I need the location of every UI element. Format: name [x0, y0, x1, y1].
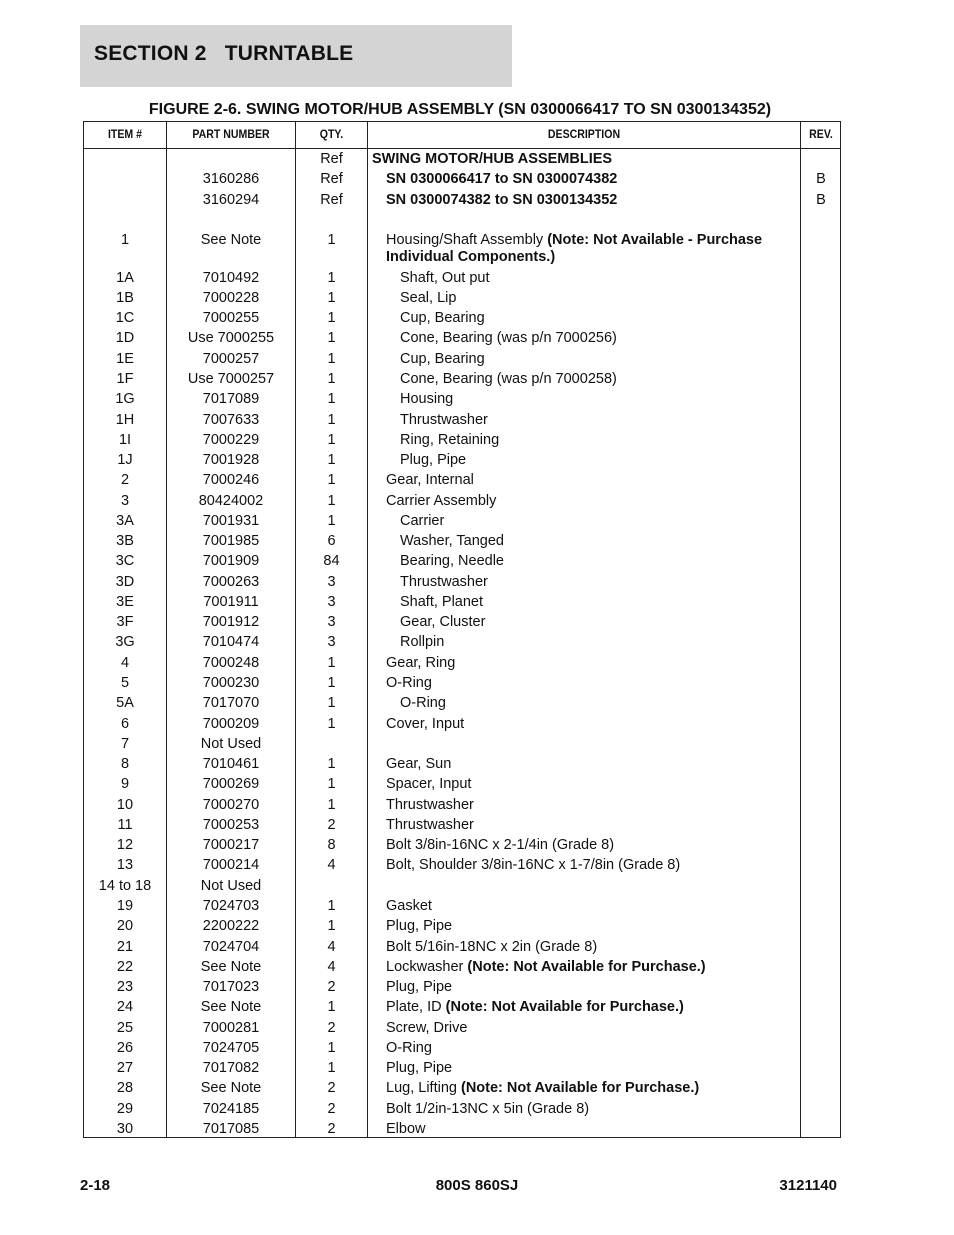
footer-manual-number: 3121140 [779, 1177, 837, 1194]
part-number: See Note [200, 999, 262, 1016]
item-number: 28 [116, 1080, 134, 1097]
description [386, 232, 816, 266]
part-number: 7024185 [202, 1100, 260, 1117]
quantity: 1 [327, 472, 336, 489]
description [400, 432, 830, 449]
description [386, 939, 816, 956]
part-number: 7017085 [202, 1120, 260, 1137]
header-item: ITEM # [107, 127, 143, 141]
part-number: 7017089 [202, 391, 260, 408]
description [400, 634, 830, 651]
quantity: 1 [327, 370, 336, 387]
quantity: 2 [327, 816, 336, 833]
item-number: 1 [120, 232, 130, 249]
header-qty: QTY. [319, 127, 344, 141]
item-number: 1F [116, 370, 134, 387]
column-divider [367, 122, 368, 1137]
description [386, 192, 816, 209]
quantity: 2 [327, 1019, 336, 1036]
description [386, 756, 816, 773]
item-number: 3 [120, 492, 130, 509]
quantity: 2 [327, 1120, 336, 1137]
item-number: 5A [116, 695, 134, 712]
description [400, 391, 830, 408]
part-number: 3160294 [202, 191, 260, 208]
description [400, 412, 830, 429]
description-text: Gear, Internal [386, 472, 474, 489]
description-text: Carrier Assembly [386, 492, 497, 509]
quantity: 1 [327, 431, 336, 448]
description-note: (Note: Not Available for Purchase.) [460, 1080, 700, 1097]
description [386, 857, 816, 874]
quantity: 1 [327, 330, 336, 347]
item-number: 5 [120, 675, 130, 691]
description-text: O-Ring [400, 695, 446, 712]
parts-table [83, 121, 841, 1138]
part-number: Use 7000255 [187, 330, 275, 347]
item-number: 3G [115, 634, 135, 651]
quantity: 1 [327, 512, 336, 529]
description-text: Lockwasher [386, 958, 468, 975]
quantity: 1 [327, 918, 336, 935]
description-text: Thrustwasher [386, 816, 474, 833]
description [386, 655, 816, 672]
quantity: 1 [327, 452, 336, 469]
quantity: 2 [327, 979, 336, 996]
quantity: 1 [327, 492, 336, 509]
quantity: 3 [327, 614, 336, 631]
description-text: Plug, Pipe [386, 918, 453, 935]
part-number: 7000248 [202, 654, 260, 671]
header-description: DESCRIPTION [547, 127, 621, 141]
description-text: Gasket [386, 897, 432, 914]
description [386, 1080, 816, 1097]
part-number: 7000214 [202, 857, 260, 874]
item-number: 9 [120, 776, 130, 793]
item-number: 11 [117, 816, 133, 833]
description-text: Bolt 1/2in-13NC x 5in (Grade 8) [386, 1100, 590, 1117]
description [386, 472, 816, 489]
description-note: (Note: Not Available - Purchase [547, 232, 763, 249]
description [386, 675, 816, 692]
description [386, 1101, 816, 1118]
description [386, 898, 816, 915]
description [400, 594, 830, 611]
item-number: 1H [115, 411, 135, 428]
item-number: 23 [116, 979, 134, 996]
part-number: 7000257 [202, 350, 260, 367]
description-text: Spacer, Input [386, 776, 472, 793]
part-number: 7017070 [202, 695, 260, 712]
item-number: 1A [116, 269, 134, 286]
quantity: 4 [327, 958, 336, 975]
section-title: SECTION 2 TURNTABLE [94, 42, 354, 65]
description-text: Screw, Drive [386, 1019, 468, 1036]
item-number: 1J [117, 452, 133, 469]
description [386, 797, 816, 814]
item-number: 29 [116, 1100, 134, 1117]
description-text: Gear, Cluster [400, 614, 486, 631]
part-number: 2200222 [202, 918, 260, 935]
item-number: 20 [116, 918, 134, 935]
description [400, 533, 830, 550]
description [400, 513, 830, 530]
description-text: Ring, Retaining [400, 431, 500, 448]
quantity: 1 [327, 269, 336, 286]
description-text: Rollpin [400, 634, 445, 651]
description [400, 330, 830, 347]
quantity: 1 [327, 350, 336, 367]
item-number: 30 [116, 1120, 134, 1137]
part-number: 7000263 [202, 573, 260, 590]
quantity: 1 [327, 756, 336, 773]
part-number: 7000281 [202, 1019, 260, 1036]
description-text: Bearing, Needle [400, 553, 504, 570]
description [400, 270, 830, 287]
description-text: Cup, Bearing [400, 310, 485, 327]
part-number: 7000229 [202, 431, 260, 448]
part-number: 7007633 [202, 411, 260, 428]
item-number: 3E [116, 593, 134, 610]
description [372, 151, 802, 168]
part-number: 7000269 [202, 776, 260, 793]
part-number: Not Used [200, 735, 262, 752]
item-number: 24 [116, 999, 134, 1016]
description-text: Gear, Sun [386, 756, 452, 773]
description [400, 351, 830, 368]
quantity: 1 [327, 675, 336, 691]
description [400, 452, 830, 469]
part-number: Use 7000257 [187, 370, 275, 387]
quantity: 1 [327, 897, 336, 914]
item-number: 2 [120, 472, 130, 489]
description [400, 310, 830, 327]
description-text: SN 0300066417 to SN 0300074382 [386, 171, 618, 188]
description [386, 493, 816, 510]
part-number: 7001928 [202, 452, 260, 469]
description [386, 959, 816, 976]
description-text: Washer, Tanged [400, 533, 504, 550]
description-text: Cone, Bearing (was p/n 7000258) [400, 370, 617, 387]
description-note-continued: Individual Components.) [386, 249, 556, 266]
item-number: 14 to 18 [98, 877, 152, 894]
description-text: Plug, Pipe [386, 979, 453, 996]
part-number: 7000255 [202, 310, 260, 327]
part-number: 7017023 [202, 979, 260, 996]
description-text: Thrustwasher [400, 411, 488, 428]
quantity: Ref [320, 191, 343, 208]
quantity: 1 [327, 999, 336, 1016]
quantity: 1 [327, 654, 336, 671]
item-number: 10 [116, 796, 134, 813]
item-number: 27 [116, 1060, 134, 1077]
item-number: 3C [115, 553, 135, 570]
description [386, 999, 816, 1016]
quantity: 1 [327, 1060, 336, 1077]
quantity: 1 [327, 391, 336, 408]
part-number: See Note [200, 958, 262, 975]
description [386, 171, 816, 188]
quantity: 1 [327, 715, 336, 732]
description [400, 574, 830, 591]
description-text: Bolt, Shoulder 3/8in-16NC x 1-7/8in (Grade 8) [386, 857, 681, 874]
description [400, 614, 830, 631]
description [400, 371, 830, 388]
quantity: 1 [327, 776, 336, 793]
header-part-number: PART NUMBER [192, 127, 270, 141]
description [386, 1040, 816, 1057]
section-banner [80, 25, 512, 87]
part-number: 80424002 [198, 492, 264, 509]
item-number: 1E [116, 350, 134, 367]
description-text: Plug, Pipe [400, 452, 467, 469]
item-number: 26 [116, 1039, 134, 1056]
part-number: 7001909 [202, 553, 260, 570]
item-number: 3D [115, 573, 135, 590]
part-number: 7010474 [202, 634, 260, 651]
item-number: 21 [116, 938, 134, 955]
figure-title: FIGURE 2-6. SWING MOTOR/HUB ASSEMBLY (SN 0300066417 TO SN 0300134352) [148, 101, 772, 118]
description [400, 695, 830, 712]
description [386, 1121, 816, 1138]
item-number: 1I [118, 431, 132, 448]
part-number: 7024703 [202, 897, 260, 914]
part-number: 7000230 [202, 675, 260, 691]
quantity: 1 [327, 1039, 336, 1056]
quantity: 1 [327, 289, 336, 306]
revision: B [816, 191, 826, 208]
item-number: 7 [120, 735, 130, 752]
description-text: Bolt 5/16in-18NC x 2in (Grade 8) [386, 938, 598, 955]
description-text: Gear, Ring [386, 654, 456, 671]
quantity: 6 [327, 533, 336, 550]
quantity: 1 [327, 411, 336, 428]
part-number: 7000246 [202, 472, 260, 489]
description-text: Bolt 3/8in-16NC x 2-1/4in (Grade 8) [386, 837, 615, 854]
quantity: 1 [327, 232, 336, 249]
item-number: 1G [115, 391, 135, 408]
footer-model: 800S 860SJ [435, 1177, 519, 1194]
part-number: 7001985 [202, 533, 260, 550]
quantity: Ref [320, 171, 343, 188]
description-text: Seal, Lip [400, 289, 457, 306]
item-number: 8 [120, 756, 130, 773]
part-number: 7001911 [203, 593, 259, 610]
part-number: 7000253 [202, 816, 260, 833]
description-text: Carrier [400, 512, 445, 529]
description-text: Lug, Lifting [386, 1080, 461, 1097]
quantity: 1 [327, 695, 336, 712]
quantity: 3 [327, 573, 336, 590]
description [386, 837, 816, 854]
part-number: 7017082 [202, 1060, 260, 1077]
quantity: 3 [327, 634, 336, 651]
item-number: 13 [116, 857, 134, 874]
description-text: Cup, Bearing [400, 350, 485, 367]
description [386, 1020, 816, 1037]
part-number: See Note [200, 1080, 262, 1097]
description [386, 979, 816, 996]
quantity: Ref [320, 151, 343, 167]
item-number: 1D [115, 330, 135, 347]
item-number: 1B [116, 289, 134, 306]
description [386, 716, 816, 733]
revision: B [816, 171, 826, 188]
description-text: Thrustwasher [386, 796, 474, 813]
quantity: 3 [327, 593, 336, 610]
description-text: Thrustwasher [400, 573, 488, 590]
quantity: 4 [327, 938, 336, 955]
item-number: 6 [120, 715, 130, 732]
description [386, 1060, 816, 1077]
part-number: 7001931 [202, 512, 260, 529]
item-number: 25 [116, 1019, 134, 1036]
item-number: 1C [115, 310, 135, 327]
item-number: 12 [116, 837, 134, 854]
description-note: (Note: Not Available for Purchase.) [445, 999, 684, 1016]
item-number: 22 [116, 958, 134, 975]
description-text: O-Ring [386, 1039, 432, 1056]
part-number: 7000217 [202, 837, 260, 854]
description-text: Housing/Shaft Assembly [386, 232, 548, 249]
description [386, 776, 816, 793]
quantity: 1 [327, 796, 336, 813]
description [400, 553, 830, 570]
item-number: 3F [116, 614, 134, 631]
description-text: Plate, ID [386, 999, 446, 1016]
description-note: (Note: Not Available for Purchase.) [467, 958, 706, 975]
description-text: Cover, Input [386, 715, 465, 732]
description-text: Shaft, Planet [400, 593, 484, 610]
description-text: Shaft, Out put [400, 269, 490, 286]
part-number: 7000270 [202, 796, 260, 813]
quantity: 2 [327, 1100, 336, 1117]
description-text: Plug, Pipe [386, 1060, 453, 1077]
part-number: 3160286 [202, 171, 260, 188]
item-number: 4 [120, 654, 130, 671]
description [400, 290, 830, 307]
quantity: 8 [327, 837, 336, 854]
description-text: SWING MOTOR/HUB ASSEMBLIES [372, 151, 613, 167]
part-number: 7010492 [202, 269, 260, 286]
item-number: 3A [116, 512, 134, 529]
part-number: 7024704 [202, 938, 260, 955]
item-number: 19 [116, 897, 134, 914]
description-text: SN 0300074382 to SN 0300134352 [386, 191, 618, 208]
footer-page-number: 2-18 [80, 1177, 111, 1194]
quantity: 4 [327, 857, 336, 874]
quantity: 84 [323, 553, 340, 570]
part-number: 7000228 [202, 289, 260, 306]
header-divider [84, 148, 840, 149]
header-rev: REV. [809, 127, 833, 141]
quantity: 2 [327, 1080, 336, 1097]
description [386, 918, 816, 935]
part-number: Not Used [200, 877, 262, 894]
item-number: 3B [116, 533, 134, 550]
description-text: Elbow [386, 1120, 426, 1137]
part-number: See Note [200, 232, 262, 249]
description [386, 817, 816, 834]
part-number: 7001912 [202, 614, 260, 631]
quantity: 1 [327, 310, 336, 327]
part-number: 7000209 [202, 715, 260, 732]
part-number: 7024705 [202, 1039, 260, 1056]
part-number: 7010461 [202, 756, 260, 773]
description-text: Housing [400, 391, 454, 408]
description-text: Cone, Bearing (was p/n 7000256) [400, 330, 617, 347]
description-text: O-Ring [386, 675, 432, 691]
